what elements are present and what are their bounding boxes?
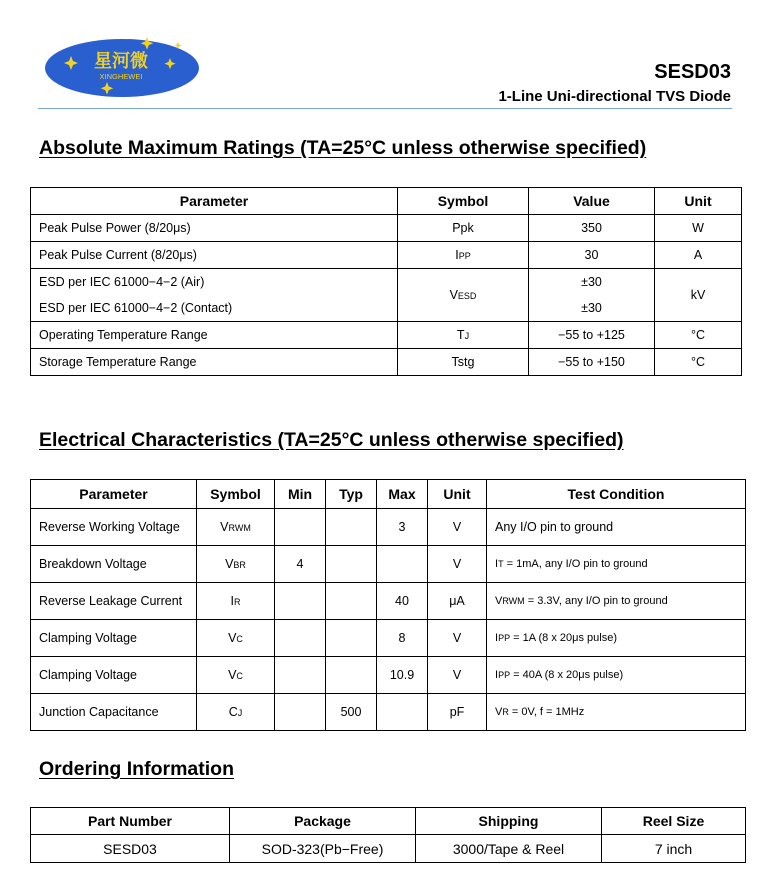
esd-contact-value: ±30 [581,301,602,315]
min-cell [275,657,326,694]
max-cell: 10.9 [377,657,428,694]
symbol-cell: Tstg [398,349,529,376]
abs-max-heading: Absolute Maximum Ratings (TA=25°C unless otherwise specified) [39,137,647,159]
value-cell: 30 [529,242,655,269]
unit-cell: pF [428,694,487,731]
table-header-row [31,808,746,835]
unit-cell: μA [428,583,487,620]
max-cell [377,546,428,583]
reel-size-cell: 7 inch [602,835,746,863]
unit-cell: °C [655,349,742,376]
value-cell: −55 to +125 [529,322,655,349]
unit-cell: kV [655,269,742,322]
col-header-parameter: Parameter [31,188,398,215]
test-condition-cell: IT = 1mA, any I/O pin to ground [487,546,746,583]
param-cell: Clamping Voltage [31,620,197,657]
symbol-cell: IR [197,583,275,620]
col-header-unit: Unit [655,188,742,215]
param-cell: Breakdown Voltage [31,546,197,583]
col-header-value: Value [529,188,655,215]
abs-max-table [30,187,742,376]
max-cell: 40 [377,583,428,620]
esd-air-value: ±30 [581,275,602,289]
col-header-unit: Unit [428,480,487,509]
table-row [31,322,742,349]
col-header-package: Package [230,808,416,835]
table-row [31,215,742,242]
part-number-cell: SESD03 [31,835,230,863]
package-cell: SOD-323(Pb−Free) [230,835,416,863]
symbol-cell: TJ [398,322,529,349]
unit-cell: A [655,242,742,269]
max-cell: 3 [377,509,428,546]
min-cell [275,694,326,731]
symbol-cell: CJ [197,694,275,731]
param-cell: Reverse Working Voltage [31,509,197,546]
max-cell [377,694,428,731]
symbol-cell: VRWM [197,509,275,546]
symbol-cell: Ppk [398,215,529,242]
typ-cell [326,546,377,583]
typ-cell [326,583,377,620]
unit-cell: V [428,546,487,583]
esd-contact-label: ESD per IEC 61000−4−2 (Contact) [39,301,233,315]
typ-cell [326,620,377,657]
col-header-max: Max [377,480,428,509]
table-row [31,242,742,269]
min-cell [275,583,326,620]
company-logo [44,34,199,98]
symbol-cell: VBR [197,546,275,583]
symbol-cell: VESD [398,269,529,322]
unit-cell: °C [655,322,742,349]
col-header-part-number: Part Number [31,808,230,835]
test-condition-cell: Any I/O pin to ground [487,509,746,546]
param-cell: Reverse Leakage Current [31,583,197,620]
unit-cell: V [428,657,487,694]
esd-air-label: ESD per IEC 61000−4−2 (Air) [39,275,205,289]
param-cell [31,269,398,322]
test-condition-cell: IPP = 1A (8 x 20μs pulse) [487,620,746,657]
value-cell [529,269,655,322]
col-header-shipping: Shipping [416,808,602,835]
electrical-heading: Electrical Characteristics (TA=25°C unless otherwise specified) [39,429,624,451]
param-cell: Junction Capacitance [31,694,197,731]
unit-cell: W [655,215,742,242]
unit-cell: V [428,620,487,657]
header-divider [38,108,732,109]
table-row [31,620,746,657]
product-subtitle: 1-Line Uni-directional TVS Diode [498,88,731,105]
table-header-row [31,480,746,509]
value-cell: 350 [529,215,655,242]
table-row [31,349,742,376]
param-cell: Clamping Voltage [31,657,197,694]
electrical-table [30,479,746,731]
symbol-cell: VC [197,657,275,694]
symbol-cell: IPP [398,242,529,269]
min-cell [275,620,326,657]
part-number-title: SESD03 [654,61,731,83]
test-condition-cell: VR = 0V, f = 1MHz [487,694,746,731]
param-cell: Storage Temperature Range [31,349,398,376]
logo-text: 星河微 [94,51,148,72]
table-row [31,546,746,583]
ordering-heading: Ordering Information [39,758,234,780]
table-header-row [31,188,742,215]
max-cell: 8 [377,620,428,657]
param-cell: Peak Pulse Current (8/20μs) [31,242,398,269]
col-header-min: Min [275,480,326,509]
symbol-cell: VC [197,620,275,657]
table-row [31,835,746,863]
param-cell: Peak Pulse Power (8/20μs) [31,215,398,242]
col-header-reel-size: Reel Size [602,808,746,835]
col-header-symbol: Symbol [398,188,529,215]
unit-cell: V [428,509,487,546]
min-cell: 4 [275,546,326,583]
typ-cell [326,657,377,694]
test-condition-cell: VRWM = 3.3V, any I/O pin to ground [487,583,746,620]
table-row [31,694,746,731]
table-row [31,657,746,694]
typ-cell: 500 [326,694,377,731]
table-row-esd [31,269,742,322]
ordering-table [30,807,746,863]
table-row [31,583,746,620]
col-header-test-condition: Test Condition [487,480,746,509]
col-header-typ: Typ [326,480,377,509]
value-cell: −55 to +150 [529,349,655,376]
col-header-parameter: Parameter [31,480,197,509]
shipping-cell: 3000/Tape & Reel [416,835,602,863]
table-row [31,509,746,546]
param-cell: Operating Temperature Range [31,322,398,349]
col-header-symbol: Symbol [197,480,275,509]
min-cell [275,509,326,546]
typ-cell [326,509,377,546]
logo-subtext: XINGHEWEI [99,72,143,81]
test-condition-cell: IPP = 40A (8 x 20μs pulse) [487,657,746,694]
